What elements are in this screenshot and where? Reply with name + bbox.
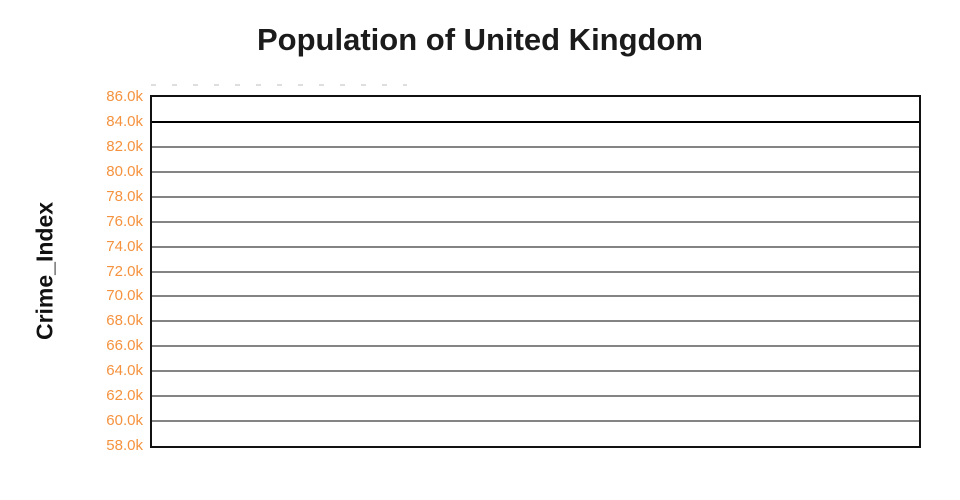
chart-title: Population of United Kingdom [257,22,703,57]
y-axis-title: Crime_Index [31,201,58,341]
gridline [152,246,919,248]
y-tick-label: 62.0k [106,387,143,404]
gridline [152,221,919,223]
y-tick-label: 86.0k [106,88,143,105]
y-tick-label: 64.0k [106,362,143,379]
plot-area[interactable] [150,95,921,448]
y-tick-label: 58.0k [106,437,143,454]
y-tick-label: 70.0k [106,287,143,304]
y-tick-label: 68.0k [106,312,143,329]
gridline [152,420,919,422]
y-tick-label: 80.0k [106,163,143,180]
gridline [152,295,919,297]
gridline [152,320,919,322]
y-tick-label: 76.0k [106,213,143,230]
data-line [152,121,919,123]
gridline [152,171,919,173]
y-tick-label: 78.0k [106,188,143,205]
y-tick-label: 66.0k [106,337,143,354]
gridline [152,196,919,198]
faint-xtick-artifacts [151,84,407,86]
gridline [152,395,919,397]
y-tick-label: 60.0k [106,412,143,429]
y-tick-label: 74.0k [106,238,143,255]
y-tick-label: 84.0k [106,113,143,130]
gridline [152,345,919,347]
y-tick-label: 82.0k [106,138,143,155]
gridline [152,370,919,372]
y-tick-label: 72.0k [106,263,143,280]
gridline [152,271,919,273]
gridline [152,146,919,148]
